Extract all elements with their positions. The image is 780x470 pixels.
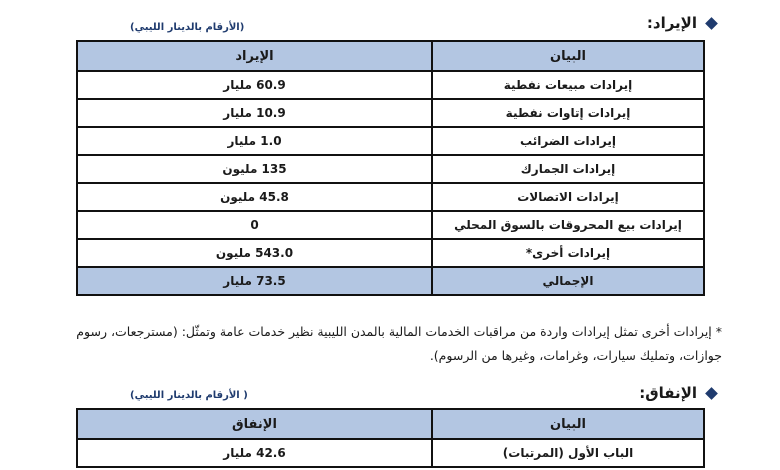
total-row (77, 267, 704, 295)
row-value: 45.8 مليون (77, 183, 432, 211)
table-row (77, 183, 704, 211)
row-label: إيرادات بيع المحروقات بالسوق المحلي (432, 211, 704, 239)
total-label: الإجمالي (432, 267, 704, 295)
row-label: إيرادات إتاوات نفطية (432, 99, 704, 127)
revenue-currency-note: (الأرقام بالدينار الليبي) (130, 22, 245, 33)
row-value: 1.0 مليار (77, 127, 432, 155)
row-value: 42.6 مليار (77, 439, 432, 467)
revenue-heading (647, 14, 716, 32)
revenue-heading-text: الإيراد: (646, 14, 697, 32)
row-label: إيرادات الجمارك (432, 155, 704, 183)
row-value: 0 (77, 211, 432, 239)
revenue-col-value: الإيراد (77, 41, 432, 71)
table-row (77, 127, 704, 155)
expenditure-heading (639, 384, 716, 402)
table-row (77, 71, 704, 99)
footnote: * إيرادات أخرى تمثل إيرادات واردة من مراقبات الخدمات المالية بالمدن الليبية نظير خدمات عامة وتمثّل: (مسترجعات، رسوم جوازات، وتمليك سيارات، وغرامات، وغيرها من الرسوم). (76, 324, 722, 363)
row-value: 10.9 مليار (77, 99, 432, 127)
diamond-bullet-icon (705, 17, 718, 30)
expenditure-col-label: البيان (432, 409, 704, 439)
total-value: 73.5 مليار (77, 267, 432, 295)
row-value: 135 مليون (77, 155, 432, 183)
table-row (77, 155, 704, 183)
revenue-header-row (77, 41, 704, 71)
row-label: إيرادات أخرى* (432, 239, 704, 267)
row-value: 543.0 مليون (77, 239, 432, 267)
row-label: إيرادات الضرائب (432, 127, 704, 155)
revenue-table (76, 40, 705, 296)
table-row (77, 239, 704, 267)
expenditure-header-row (77, 409, 704, 439)
row-value: 60.9 مليار (77, 71, 432, 99)
expenditure-heading-text: الإنفاق: (639, 384, 697, 402)
table-row (77, 99, 704, 127)
row-label: الباب الأول (المرتبات) (432, 439, 704, 467)
row-label: إيرادات مبيعات نفطية (432, 71, 704, 99)
diamond-bullet-icon (705, 387, 718, 400)
expenditure-currency-note: ( الأرقام بالدينار الليبي) (130, 390, 248, 401)
expenditure-col-value: الإنفاق (77, 409, 432, 439)
row-label: إيرادات الاتصالات (432, 183, 704, 211)
table-row (77, 439, 704, 467)
table-row (77, 211, 704, 239)
expenditure-table (76, 408, 705, 468)
revenue-col-label: البيان (432, 41, 704, 71)
